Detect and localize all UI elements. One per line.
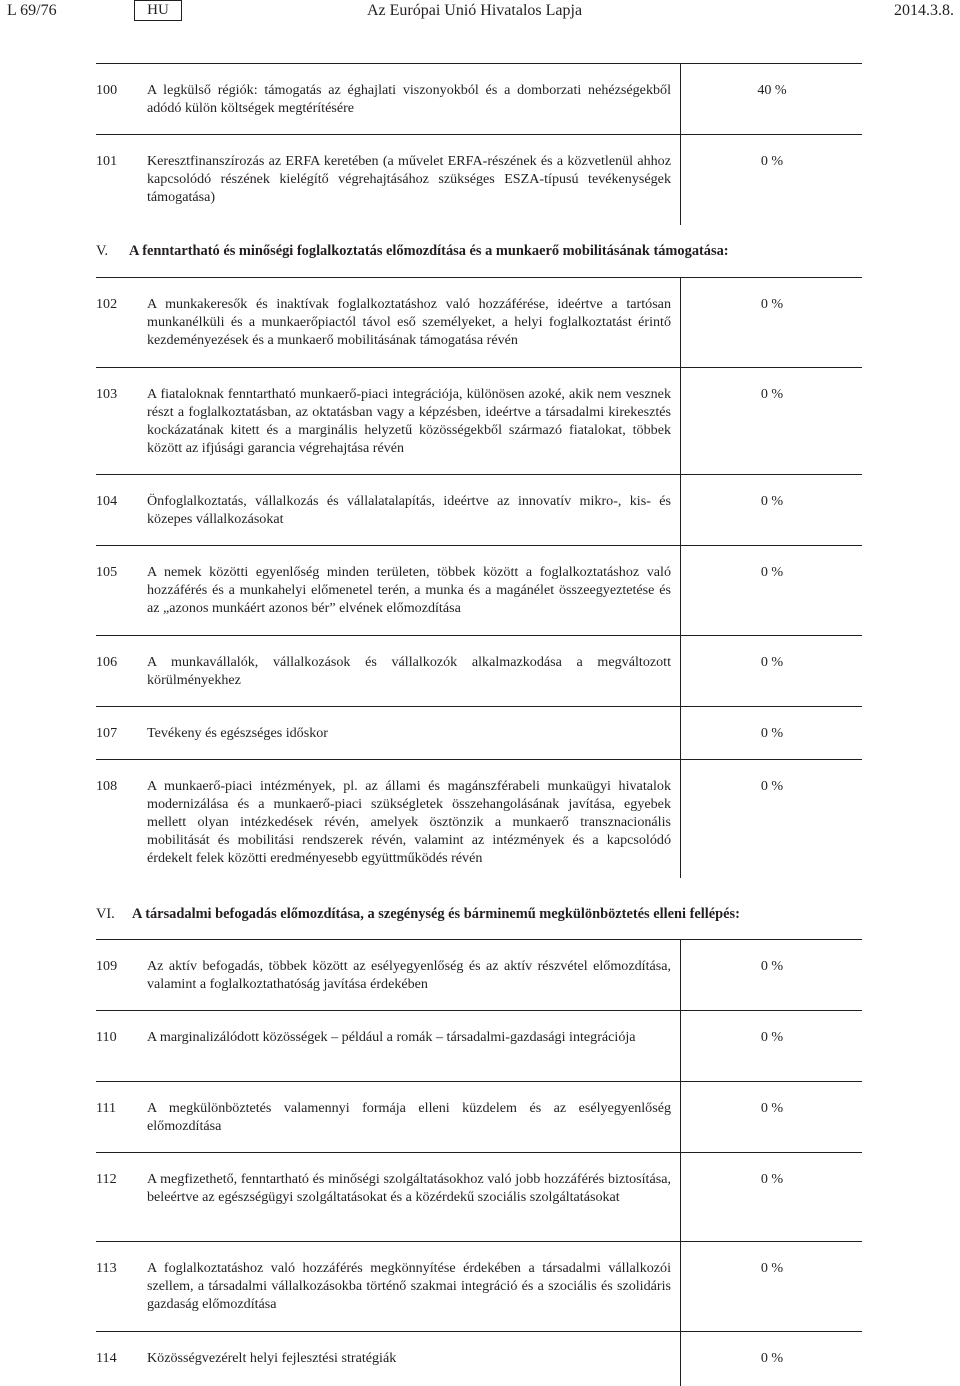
row-description: A munkaerő-piaci intézmények, pl. az állami és magánszférabeli munkaügyi hivatalok modernizálása és a munkaerő-piaci szükségletek összehangolásának javítása, egyebek mellett olyan intézkedések révén, amelyek ösztönzik a munkaerő transznacionális mobilitását és mobilitási rendszerek révén, valamint az intézmények és a kapcsolódó érdekelt felek közötti eredményesebb együttműködés révén xyxy=(147,778,671,866)
row-code: 110 xyxy=(96,1029,117,1045)
row-percentage: 40 % xyxy=(757,82,787,98)
row-code: 102 xyxy=(96,296,118,312)
row-percentage: 0 % xyxy=(760,778,784,794)
row-description: A fiataloknak fenntartható munkaerő-piaci integrációja, különösen azoké, akik nem vesznek részt a foglalkoztatásban, az oktatásban vagy a képzésben, ideértve a társadalmi kirekesztés kockázatának kitett és a marginális helyzetű közösségekből származó fiatalokat, többek között az ifjúsági garancia végrehajtása révén xyxy=(147,386,671,456)
row-code: 103 xyxy=(96,386,118,402)
table-rule xyxy=(96,63,862,64)
row-description: A legkülső régiók: támogatás az éghajlati viszonyokból és a domborzati nehézségekből adódó külön költségek megtérítésére xyxy=(147,82,671,116)
row-description: A munkakeresők és inaktívak foglalkoztatáshoz való hozzáférése, ideértve a tartósan munkanélküli és a munkaerőpiactól távol eső személyeket, a helyi foglalkoztatást érintő kezdeményezések és a munkaerő mobilitásának támogatása révén xyxy=(147,296,671,348)
row-description: Az aktív befogadás, többek között az esélyegyenlőség és az aktív részvétel előmozdítása, valamint a foglalkoztathatóság javítása érdekében xyxy=(147,958,671,992)
row-code: 109 xyxy=(96,958,118,974)
row-description: A munkavállalók, vállalkozások és vállalkozók alkalmazkodása a megváltozott körülményekhez xyxy=(147,654,671,688)
row-percentage: 0 % xyxy=(760,296,784,312)
language-badge: HU xyxy=(134,0,182,21)
table-rule xyxy=(96,134,862,135)
page-header xyxy=(0,0,960,24)
row-percentage: 0 % xyxy=(760,1260,784,1276)
table-column-divider xyxy=(680,63,681,225)
table-rule xyxy=(96,1152,862,1153)
row-percentage: 0 % xyxy=(760,564,784,580)
row-code: 105 xyxy=(96,564,118,580)
row-code: 107 xyxy=(96,725,118,741)
row-code: 111 xyxy=(96,1100,117,1116)
table-rule xyxy=(96,545,862,546)
row-code: 101 xyxy=(96,153,118,169)
table-rule xyxy=(96,1241,862,1242)
page-number: L 69/76 xyxy=(7,2,57,19)
table-rule xyxy=(96,1010,862,1011)
row-percentage: 0 % xyxy=(760,654,784,670)
section-title: A társadalmi befogadás előmozdítása, a szegénység és bárminemű megkülönböztetés elleni fellépés: xyxy=(132,906,740,922)
section-title: A fenntartható és minőségi foglalkoztatás előmozdítása és a munkaerő mobilitásának támogatása: xyxy=(129,243,729,259)
row-percentage: 0 % xyxy=(760,1350,784,1366)
table-rule xyxy=(96,277,862,278)
row-percentage: 0 % xyxy=(760,1171,784,1187)
table-rule xyxy=(96,706,862,707)
section-number: VI. xyxy=(96,906,115,922)
issue-date: 2014.3.8. xyxy=(894,2,954,19)
table-rule xyxy=(96,1331,862,1332)
row-description: A foglalkoztatáshoz való hozzáférés megkönnyítése érdekében a társadalmi vállalkozói szellem, a társadalmi vállalkozásokba történő szakmai integráció és a szociális és szolidáris gazdaság előmozdítása xyxy=(147,1260,671,1312)
section-number: V. xyxy=(96,243,109,259)
row-percentage: 0 % xyxy=(760,493,784,509)
row-description: A megfizethető, fenntartható és minőségi szolgáltatásokhoz való jobb hozzáférés biztosítása, beleértve az egészségügyi szolgáltatásokat és a közérdekű szociális szolgáltatásokat xyxy=(147,1171,671,1205)
row-percentage: 0 % xyxy=(760,1100,784,1116)
row-description: A marginalizálódott közösségek – például a romák – társadalmi-gazdasági integrációja xyxy=(147,1029,636,1045)
row-code: 114 xyxy=(96,1350,117,1366)
row-description: Tevékeny és egészséges időskor xyxy=(147,725,328,741)
row-percentage: 0 % xyxy=(760,725,784,741)
row-description: A nemek közötti egyenlőség minden területen, többek között a foglalkoztatáshoz való hozzáférés és a munkahelyi előmenetel terén, a munka és a magánélet összeegyeztetése és az „azonos munkáért azonos bér” elvének előmozdítása xyxy=(147,564,671,616)
row-code: 108 xyxy=(96,778,118,794)
row-code: 112 xyxy=(96,1171,117,1187)
table-rule xyxy=(96,759,862,760)
row-description: Önfoglalkoztatás, vállalkozás és vállalatalapítás, ideértve az innovatív mikro-, kis- és közepes vállalkozásokat xyxy=(147,493,671,527)
row-percentage: 0 % xyxy=(760,153,784,169)
row-percentage: 0 % xyxy=(760,958,784,974)
table-column-divider xyxy=(680,939,681,1386)
row-code: 100 xyxy=(96,82,118,98)
row-percentage: 0 % xyxy=(760,1029,784,1045)
row-code: 106 xyxy=(96,654,118,670)
table-rule xyxy=(96,939,862,940)
journal-title: Az Európai Unió Hivatalos Lapja xyxy=(367,2,583,19)
row-description: Közösségvezérelt helyi fejlesztési stratégiák xyxy=(147,1350,397,1366)
table-rule xyxy=(96,367,862,368)
table-rule xyxy=(96,1081,862,1082)
row-percentage: 0 % xyxy=(760,386,784,402)
row-code: 104 xyxy=(96,493,118,509)
row-description: A megkülönböztetés valamennyi formája elleni küzdelem és az esélyegyenlőség előmozdítása xyxy=(147,1100,671,1134)
row-code: 113 xyxy=(96,1260,117,1276)
row-description: Keresztfinanszírozás az ERFA keretében (a művelet ERFA-részének és a közvetlenül ahhoz kapcsolódó részének kielégítő végrehajtásához szükséges ESZA-típusú tevékenységek támogatása) xyxy=(147,153,671,205)
table-rule xyxy=(96,635,862,636)
table-rule xyxy=(96,474,862,475)
